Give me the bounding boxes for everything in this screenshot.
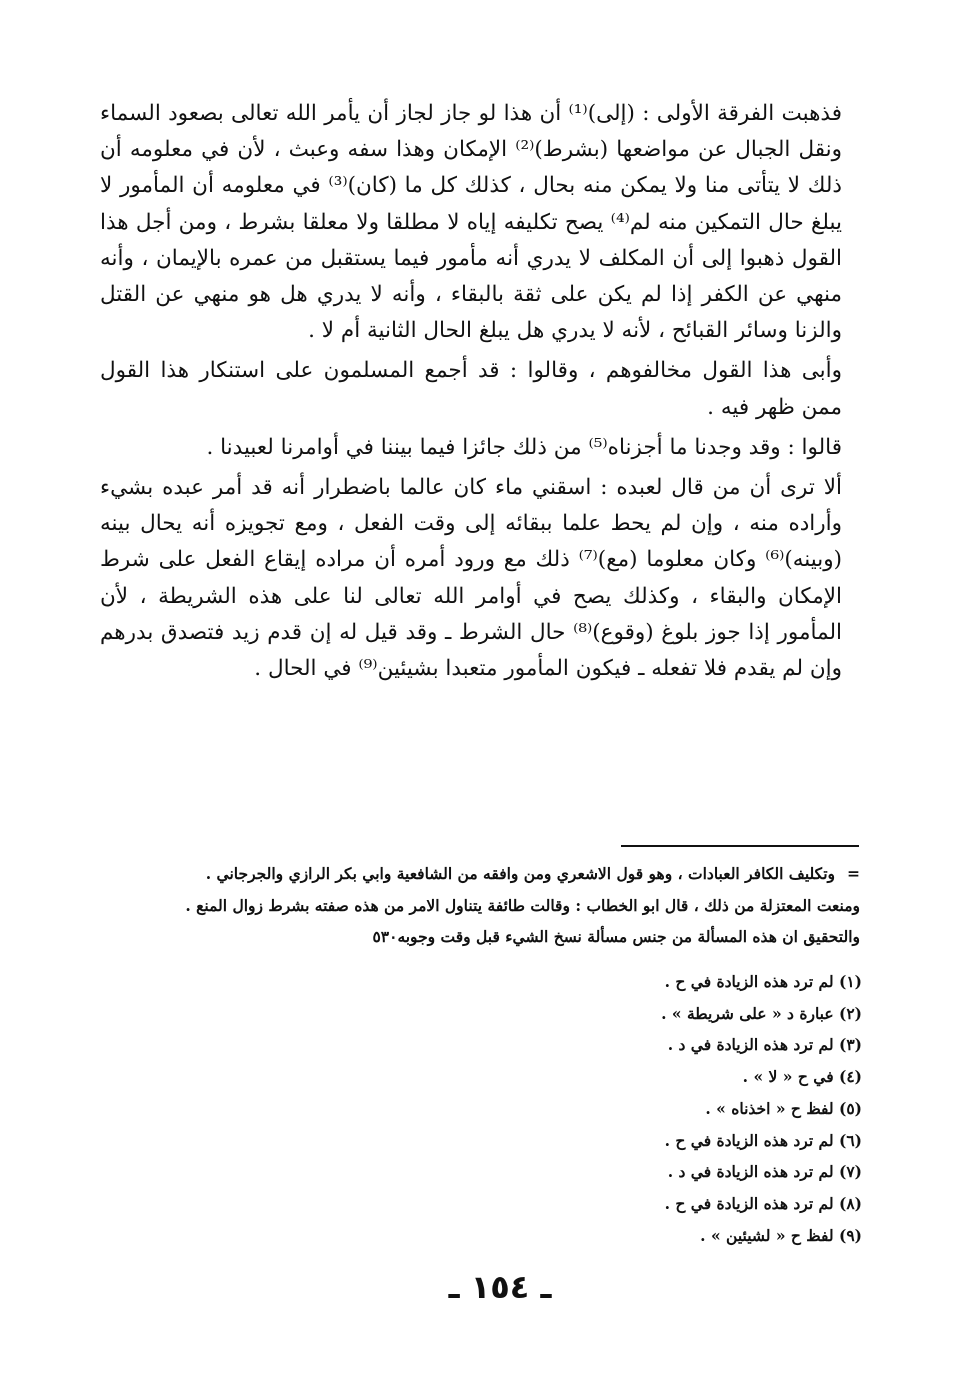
footnote-continuation-line-2: ومنعت المعتزلة من ذلك ، قال ابو الخطاب : وقالت طائفة يتناول الامر من هذه صفته بشرط زوال المنع . <box>185 895 860 915</box>
footnote-divider <box>621 845 859 847</box>
main-text <box>100 96 842 691</box>
footnote-item: (٧) لم ترد هذه الزيادة في د . <box>667 1162 862 1182</box>
paragraph-4: ألا ترى أن من قال لعبده : اسقني ماء كان عالما باضطرار أنه قد أمر عبده بشيء وأراده منه ، وإن لم يحط علما ببقائه إلى وقت الفعل ، ومع تجويزه أنه يحال بينه (وبينه)⁽⁶⁾ وكان معلوما (مع)⁽⁷⁾ ذلك مع ورود أمره أن مراده إيقاع الفعل على شرط الإمكان والبقاء ، وكذلك يصح في أوامر الله تعالى لنا على هذه الشريطة ، لأن المأمور إذا جوز بلوغ (وقوع)⁽⁸⁾ حال الشرط ـ وقد قيل له إن قدم زيد فتصدق بدرهم وإن لم يقدم فلا تفعله ـ فيكون المأمور متعبدا بشيئين⁽⁹⁾ في الحال . <box>100 475 842 682</box>
footnote-continuation-line-3: والتحقيق ان هذه المسألة من جنس مسألة نسخ الشيء قبل وقت وجوبه٥٣٠ <box>372 927 860 946</box>
footnote-list <box>500 966 862 1251</box>
footnote-continuation <box>100 858 860 953</box>
continuation-text: وتكليف الكافر العبادات ، وهو قول الاشعري ومن وافقه من الشافعية وابي بكر الرازي والجرجاني . <box>205 864 835 883</box>
footnote-item: (٦) لم ترد هذه الزيادة في ح . <box>664 1130 862 1150</box>
footnote-item: (٩) لفظ ح « لشيئين » . <box>700 1225 862 1245</box>
footnote-item: (٣) لم ترد هذه الزيادة في د . <box>667 1035 862 1055</box>
footnote-item: (٤) في ح « لا » . <box>742 1067 862 1087</box>
continuation-mark: = <box>847 864 860 883</box>
paragraph-3: قالوا : وقد وجدنا ما أجزناه⁽⁵⁾ من ذلك جائزا فيما بيننا في أوامرنا لعبيدنا . <box>206 434 842 460</box>
footnote-continuation-line-1 <box>100 858 860 890</box>
footnote-item: (٥) لفظ ح « اخذناه » . <box>705 1098 862 1118</box>
page-number: ـ ١٥٤ ـ <box>448 1268 552 1306</box>
footnote-item: (١) لم ترد هذه الزيادة في ح . <box>664 972 862 991</box>
footnote-item: (٨) لم ترد هذه الزيادة في ح . <box>664 1193 862 1213</box>
footnote-item: (٢) عبارة د « على شريطة » . <box>661 1003 862 1023</box>
paragraph-1: فذهبت الفرقة الأولى : (إلى)⁽¹⁾ أن هذا لو جاز لجاز أن يأمر الله تعالى بصعود السماء ونقل الجبال عن مواضعها (بشرط)⁽²⁾ الإمكان وهذا سفه وعبث ، لأن في معلومه أن ذلك لا يتأتى منا ولا يمكن منه بحال ، كذلك كل ما (كان)⁽³⁾ في معلومه أن المأمور لا يبلغ حال التمكين منه لم⁽⁴⁾ يصح تكليفه إياه لا مطلقا ولا معلقا بشرط ، ومن أجل هذا القول ذهبوا إلى أن المكلف لا يدري أنه مأمور فيما يستقبل من عمره بالإيمان ، وأنه منهي عن الكفر إذا لم يكن على ثقة بالبقاء ، وأنه لا يدري هل هو منهي عن القتل والزنا وسائر القبائح ، لأنه لا يدري هل يبلغ الحال الثانية أم لا . <box>100 101 843 344</box>
paragraph-2: وأبى هذا القول مخالفوهم ، وقالوا : قد أجمع المسلمون على استنكار هذا القول ممن ظهر فيه . <box>100 358 842 420</box>
